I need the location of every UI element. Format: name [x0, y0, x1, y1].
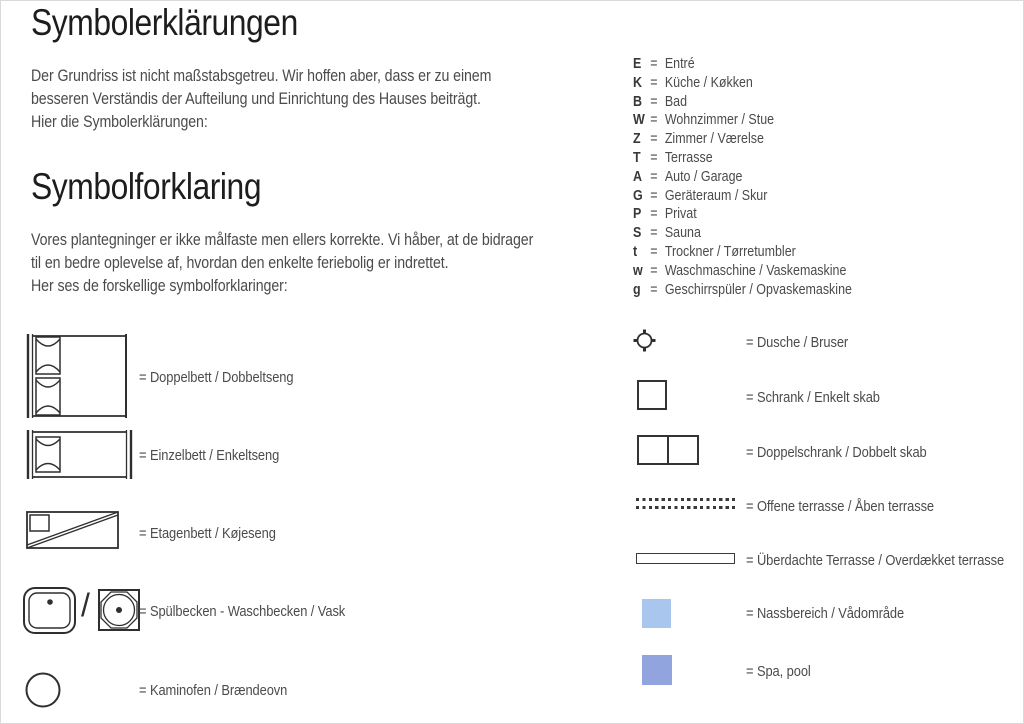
legend-label: Bad [664, 93, 688, 110]
fireplace-label: = Kaminofen / Brændeovn [139, 682, 288, 699]
cabinet-icon [637, 380, 667, 410]
legend-letter: G [633, 187, 643, 204]
equals-sign: = [650, 74, 658, 91]
legend-label: Terrasse [664, 149, 713, 166]
shower-icon [633, 329, 656, 352]
room-letter-legend [633, 55, 852, 299]
legend-letter: A [633, 168, 643, 185]
equals-sign: = [650, 149, 658, 166]
legend-label: Auto / Garage [664, 168, 743, 185]
double-cabinet-icon [637, 435, 699, 465]
legend-label: Waschmaschine / Vaskemaskine [664, 262, 847, 279]
legend-letter: E [633, 56, 642, 72]
intro-danish [31, 229, 533, 298]
open-terrace-icon [636, 498, 735, 509]
legend-row [633, 93, 852, 112]
legend-row [633, 281, 852, 300]
equals-sign: = [650, 243, 658, 260]
legend-letter: w [633, 262, 643, 279]
intro-german-line: Hier die Symbolerklärungen: [31, 113, 208, 131]
intro-german [31, 65, 491, 134]
legend-row [633, 205, 852, 224]
intro-german-line: Der Grundriss ist nicht maßstabsgetreu. Wir hoffen aber, dass er zu einem [31, 67, 492, 85]
legend-letter: B [633, 93, 643, 110]
open-terrace-label: = Offene terrasse / Åben terrasse [746, 498, 935, 515]
legend-row [633, 224, 852, 243]
bunk-bed-icon [26, 511, 119, 549]
legend-row [633, 243, 852, 262]
equals-sign: = [650, 187, 658, 204]
equals-sign: = [650, 131, 658, 148]
spa-pool-icon [642, 655, 672, 685]
wet-area-label: = Nassbereich / Vådområde [746, 605, 905, 622]
legend-letter: K [633, 74, 643, 91]
double-bed-icon [26, 334, 129, 418]
slash-separator: / [81, 587, 90, 623]
double-cabinet-label: = Doppelschrank / Dobbelt skab [746, 444, 927, 461]
single-bed-label: = Einzelbett / Enkeltseng [139, 447, 280, 464]
covered-terrace-label: = Überdachte Terrasse / Overdækket terrasse [746, 552, 1005, 569]
intro-danish-line: Vores plantegninger er ikke målfaste men ellers korrekte. Vi håber, at de bidrager [31, 231, 534, 249]
shower-label: = Dusche / Bruser [746, 334, 849, 351]
legend-row [633, 55, 852, 74]
equals-sign: = [650, 281, 658, 298]
legend-row [633, 74, 852, 93]
legend-letter: W [633, 112, 645, 129]
legend-row [633, 130, 852, 149]
kitchen-sink-icon [23, 587, 76, 634]
fireplace-icon [25, 672, 61, 708]
legend-letter: Z [633, 131, 641, 148]
legend-label: Wohnzimmer / Stue [664, 112, 775, 129]
sink-label: = Spülbecken - Waschbecken / Vask [139, 603, 346, 620]
legend-letter: t [633, 243, 638, 260]
equals-sign: = [650, 206, 658, 223]
page-title-german: Symbolerklärungen [31, 2, 298, 43]
wet-area-icon [642, 599, 671, 628]
page-title-danish: Symbolforklaring [31, 166, 262, 207]
legend-label: Küche / Køkken [664, 74, 753, 91]
legend-label: Privat [664, 206, 697, 223]
legend-label: Geräteraum / Skur [664, 187, 768, 204]
legend-label: Entré [664, 56, 695, 72]
legend-row [633, 187, 852, 206]
intro-danish-line: Her ses de forskellige symbolforklaringer: [31, 277, 288, 295]
single-bed-icon [26, 430, 133, 479]
legend-letter: T [633, 149, 641, 166]
equals-sign: = [650, 225, 658, 242]
equals-sign: = [650, 56, 658, 72]
intro-german-line: besseren Verständis der Aufteilung und Einrichtung des Hauses beiträgt. [31, 90, 481, 108]
washbasin-icon [98, 589, 140, 631]
legend-row [633, 149, 852, 168]
covered-terrace-icon [636, 553, 735, 564]
legend-letter: S [633, 225, 642, 242]
equals-sign: = [650, 93, 658, 110]
legend-row [633, 168, 852, 187]
legend-label: Geschirrspüler / Opvaskemaskine [664, 281, 852, 298]
spa-pool-label: = Spa, pool [746, 663, 811, 680]
equals-sign: = [650, 112, 658, 129]
legend-letter: g [633, 281, 641, 298]
legend-label: Sauna [664, 225, 701, 242]
legend-row [633, 262, 852, 281]
legend-label: Zimmer / Værelse [664, 131, 764, 148]
legend-row [633, 111, 852, 130]
bunk-bed-label: = Etagenbett / Køjeseng [139, 525, 276, 542]
double-bed-label: = Doppelbett / Dobbeltseng [139, 369, 294, 386]
intro-danish-line: til en bedre oplevelse af, hvordan den enkelte feriebolig er indrettet. [31, 254, 449, 272]
equals-sign: = [650, 262, 658, 279]
legend-letter: P [633, 206, 642, 223]
cabinet-label: = Schrank / Enkelt skab [746, 389, 880, 406]
equals-sign: = [650, 168, 658, 185]
legend-label: Trockner / Tørretumbler [664, 243, 796, 260]
